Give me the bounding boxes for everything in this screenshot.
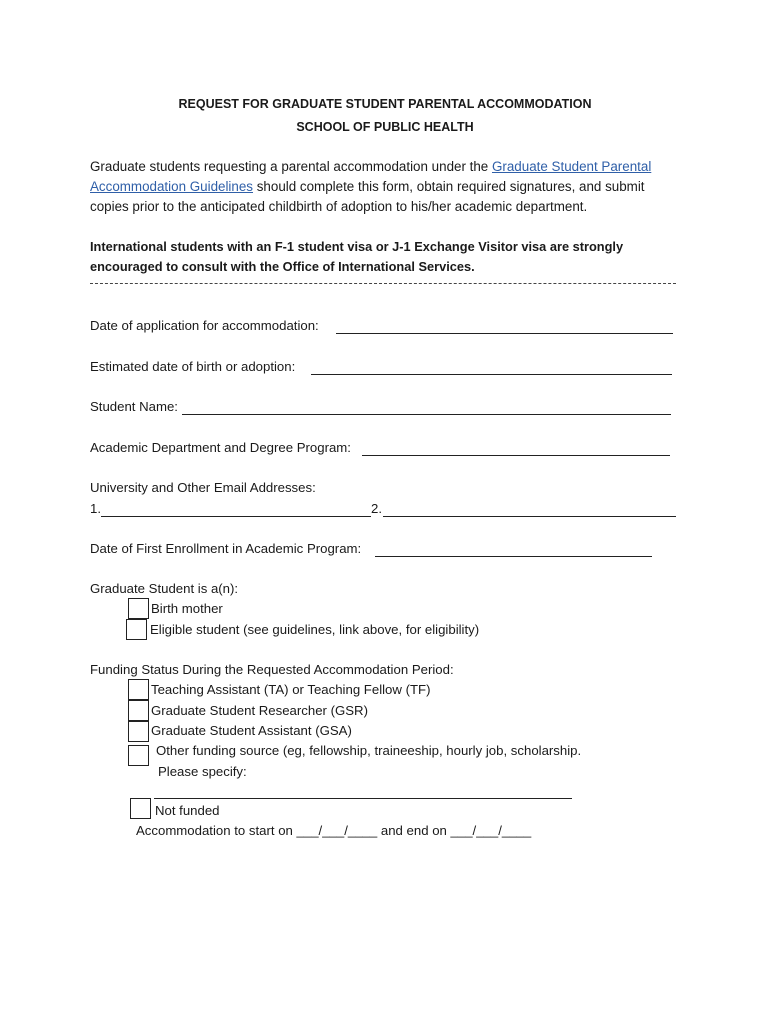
application-date-field[interactable]	[336, 333, 673, 334]
eligible-student-checkbox[interactable]	[126, 619, 147, 640]
gsa-option: Graduate Student Assistant (GSA)	[151, 723, 352, 738]
intro-paragraph	[90, 157, 680, 217]
other-funding-specify-field[interactable]	[154, 798, 572, 799]
gsr-option: Graduate Student Researcher (GSR)	[151, 703, 368, 718]
international-notice: International students with an F-1 student visa or J-1 Exchange Visitor visa are strongly encouraged to consult with the Office of International Services.	[90, 239, 624, 274]
student-name-label: Student Name:	[90, 399, 178, 414]
accommodation-dates: Accommodation to start on ___/___/____ and end on ___/___/____	[136, 823, 532, 838]
email-1-field[interactable]	[101, 516, 371, 517]
enrollment-date-field[interactable]	[375, 556, 652, 557]
email-2-prefix: 2.	[371, 501, 382, 516]
intro-text-before-link: Graduate students requesting a parental accommodation under the	[90, 159, 492, 174]
application-date-label: Date of application for accommodation:	[90, 318, 319, 333]
intro-text-after-link: should complete this form, obtain required signatures, and submit copies prior to the anticipated childbirth of adoption to his/her academic department.	[90, 179, 645, 214]
ta-option: Teaching Assistant (TA) or Teaching Fellow (TF)	[151, 682, 431, 697]
emails-label: University and Other Email Addresses:	[90, 480, 316, 495]
eligible-student-option: Eligible student (see guidelines, link above, for eligibility)	[150, 622, 480, 637]
birth-mother-option: Birth mother	[151, 601, 223, 616]
other-funding-checkbox[interactable]	[128, 745, 149, 766]
birth-mother-checkbox[interactable]	[128, 598, 149, 619]
guidelines-link[interactable]: Graduate Student Parental Accommodation Guidelines	[90, 159, 652, 194]
not-funded-checkbox[interactable]	[130, 798, 151, 819]
student-name-field[interactable]	[182, 414, 671, 415]
not-funded-option: Not funded	[155, 803, 220, 818]
school-name: SCHOOL OF PUBLIC HEALTH	[296, 120, 474, 134]
birth-date-label: Estimated date of birth or adoption:	[90, 359, 296, 374]
funding-status-label: Funding Status During the Requested Accommodation Period:	[90, 662, 454, 677]
section-divider	[90, 283, 676, 284]
gsr-checkbox[interactable]	[128, 700, 149, 721]
enrollment-date-label: Date of First Enrollment in Academic Program:	[90, 541, 362, 556]
email-2-field[interactable]	[383, 516, 676, 517]
gsa-checkbox[interactable]	[128, 721, 149, 742]
department-label: Academic Department and Degree Program:	[90, 440, 351, 455]
form-title: REQUEST FOR GRADUATE STUDENT PARENTAL ACCOMMODATION	[178, 97, 592, 111]
department-field[interactable]	[362, 455, 670, 456]
other-funding-option: Other funding source (eg, fellowship, traineeship, hourly job, scholarship.	[156, 743, 582, 758]
student-type-label: Graduate Student is a(n):	[90, 581, 239, 596]
birth-date-field[interactable]	[311, 374, 672, 375]
email-1-prefix: 1.	[90, 501, 101, 516]
please-specify-label: Please specify:	[158, 764, 247, 779]
ta-checkbox[interactable]	[128, 679, 149, 700]
